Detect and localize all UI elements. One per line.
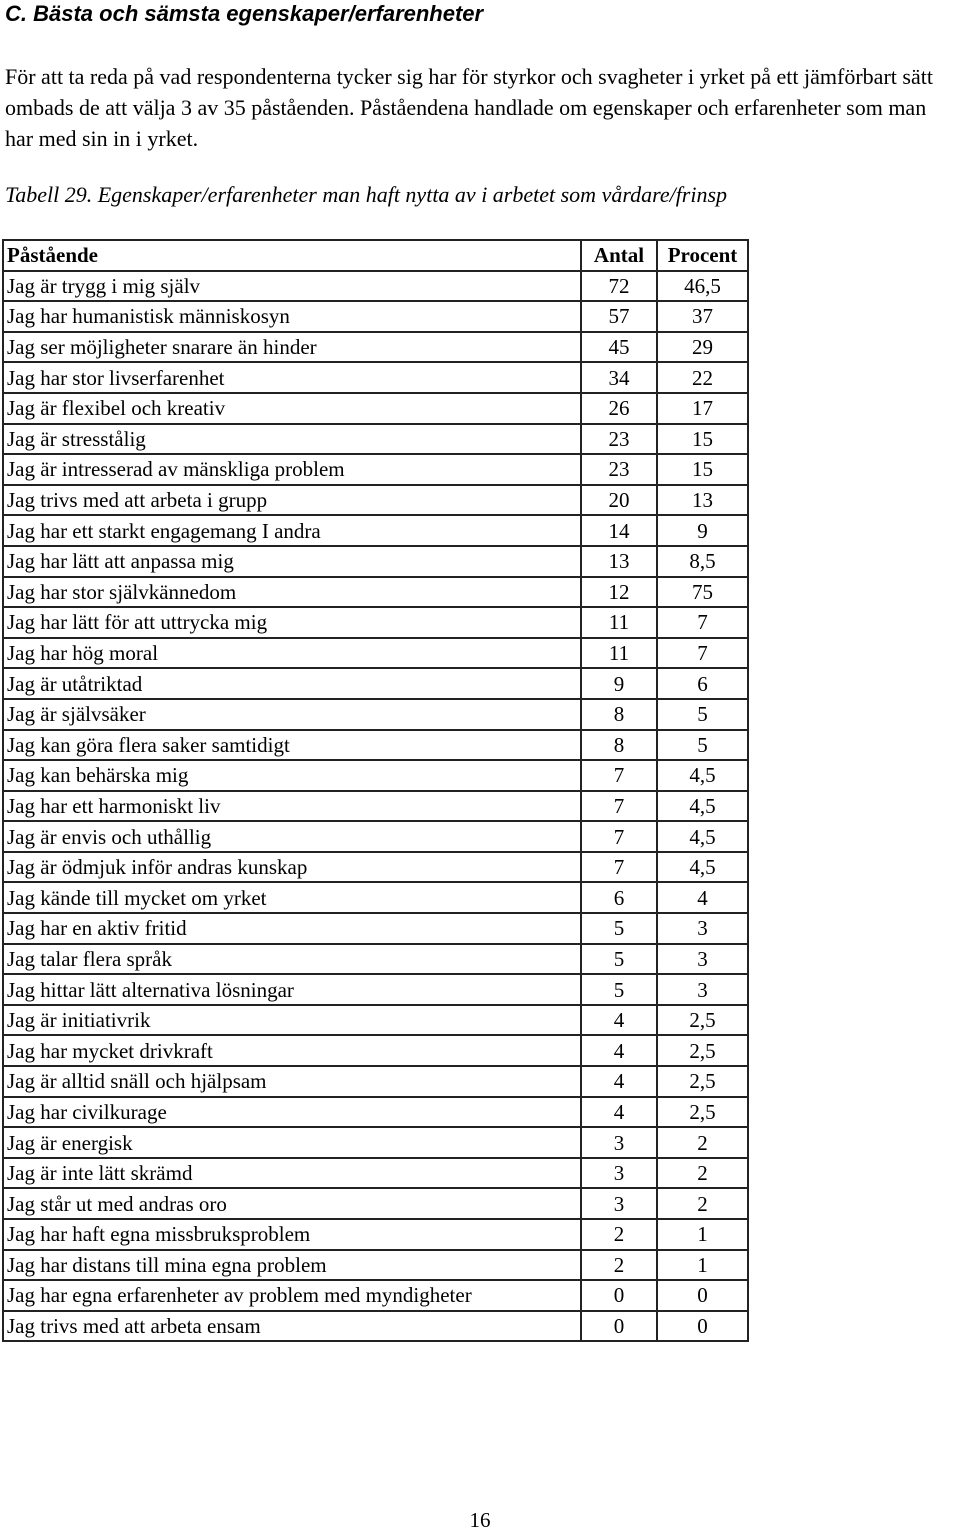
table-row (3, 760, 748, 791)
count-cell: 3 (581, 1188, 657, 1219)
table-row (3, 852, 748, 883)
statements-table (2, 239, 749, 1342)
table-row (3, 1005, 748, 1036)
percent-cell: 0 (657, 1311, 748, 1342)
percent-cell: 1 (657, 1250, 748, 1281)
statement-cell: Jag är stresstålig (3, 424, 581, 455)
table-row (3, 1280, 748, 1311)
table-row (3, 485, 748, 516)
statement-cell: Jag har ett harmoniskt liv (3, 791, 581, 822)
header-count: Antal (581, 240, 657, 271)
table-row (3, 1127, 748, 1158)
percent-cell: 22 (657, 362, 748, 393)
count-cell: 13 (581, 546, 657, 577)
percent-cell: 1 (657, 1219, 748, 1250)
statement-cell: Jag hittar lätt alternativa lösningar (3, 974, 581, 1005)
statement-cell: Jag har egna erfarenheter av problem med myndigheter (3, 1280, 581, 1311)
count-cell: 6 (581, 882, 657, 913)
table-row (3, 1035, 748, 1066)
table-row (3, 393, 748, 424)
statement-cell: Jag är inte lätt skrämd (3, 1158, 581, 1189)
table-row (3, 1311, 748, 1342)
table-row (3, 607, 748, 638)
percent-cell: 5 (657, 730, 748, 761)
count-cell: 26 (581, 393, 657, 424)
percent-cell: 17 (657, 393, 748, 424)
percent-cell: 0 (657, 1280, 748, 1311)
table-row (3, 668, 748, 699)
statement-cell: Jag är flexibel och kreativ (3, 393, 581, 424)
statement-cell: Jag är ödmjuk inför andras kunskap (3, 852, 581, 883)
table-row (3, 546, 748, 577)
count-cell: 4 (581, 1005, 657, 1036)
intro-paragraph (5, 61, 955, 154)
table-row (3, 913, 748, 944)
section-heading: C. Bästa och sämsta egenskaper/erfarenheter (5, 1, 484, 26)
count-cell: 5 (581, 944, 657, 975)
count-cell: 8 (581, 699, 657, 730)
percent-cell: 4 (657, 882, 748, 913)
statement-cell: Jag står ut med andras oro (3, 1188, 581, 1219)
table-row (3, 821, 748, 852)
table-row (3, 515, 748, 546)
statement-cell: Jag har haft egna missbruksproblem (3, 1219, 581, 1250)
count-cell: 7 (581, 760, 657, 791)
count-cell: 5 (581, 913, 657, 944)
header-statement: Påstående (3, 240, 581, 271)
percent-cell: 8,5 (657, 546, 748, 577)
table-row (3, 730, 748, 761)
count-cell: 7 (581, 852, 657, 883)
statement-cell: Jag är trygg i mig själv (3, 271, 581, 302)
percent-cell: 3 (657, 974, 748, 1005)
percent-cell: 2 (657, 1188, 748, 1219)
percent-cell: 2 (657, 1127, 748, 1158)
table-row (3, 944, 748, 975)
count-cell: 14 (581, 515, 657, 546)
table-body (3, 271, 748, 1342)
count-cell: 23 (581, 424, 657, 455)
percent-cell: 29 (657, 332, 748, 363)
statement-cell: Jag är självsäker (3, 699, 581, 730)
count-cell: 9 (581, 668, 657, 699)
statement-cell: Jag kände till mycket om yrket (3, 882, 581, 913)
table-row (3, 974, 748, 1005)
table-row (3, 1097, 748, 1128)
percent-cell: 3 (657, 913, 748, 944)
percent-cell: 7 (657, 638, 748, 669)
percent-cell: 15 (657, 424, 748, 455)
count-cell: 3 (581, 1158, 657, 1189)
count-cell: 4 (581, 1097, 657, 1128)
statement-cell: Jag har stor självkännedom (3, 577, 581, 608)
percent-cell: 13 (657, 485, 748, 516)
percent-cell: 5 (657, 699, 748, 730)
statement-cell: Jag har hög moral (3, 638, 581, 669)
count-cell: 3 (581, 1127, 657, 1158)
table-row (3, 332, 748, 363)
table-row (3, 1158, 748, 1189)
count-cell: 8 (581, 730, 657, 761)
count-cell: 11 (581, 638, 657, 669)
count-cell: 5 (581, 974, 657, 1005)
table-row (3, 882, 748, 913)
statement-cell: Jag har lätt att anpassa mig (3, 546, 581, 577)
table-row (3, 1188, 748, 1219)
statement-cell: Jag har distans till mina egna problem (3, 1250, 581, 1281)
count-cell: 2 (581, 1250, 657, 1281)
statement-cell: Jag ser möjligheter snarare än hinder (3, 332, 581, 363)
percent-cell: 4,5 (657, 791, 748, 822)
table-header-row (3, 240, 748, 271)
table-row (3, 577, 748, 608)
percent-cell: 75 (657, 577, 748, 608)
statement-cell: Jag har en aktiv fritid (3, 913, 581, 944)
count-cell: 0 (581, 1280, 657, 1311)
statement-cell: Jag är initiativrik (3, 1005, 581, 1036)
count-cell: 20 (581, 485, 657, 516)
count-cell: 34 (581, 362, 657, 393)
percent-cell: 3 (657, 944, 748, 975)
percent-cell: 2,5 (657, 1097, 748, 1128)
table-row (3, 271, 748, 302)
table-row (3, 638, 748, 669)
table-row (3, 301, 748, 332)
page-number: 16 (469, 1508, 491, 1532)
percent-cell: 15 (657, 454, 748, 485)
statement-cell: Jag har lätt för att uttrycka mig (3, 607, 581, 638)
percent-cell: 2,5 (657, 1005, 748, 1036)
percent-cell: 7 (657, 607, 748, 638)
table-caption: Tabell 29. Egenskaper/erfarenheter man haft nytta av i arbetet som vårdare/frinsp (5, 182, 728, 207)
table-row (3, 424, 748, 455)
count-cell: 7 (581, 791, 657, 822)
statement-cell: Jag har humanistisk människosyn (3, 301, 581, 332)
intro-text: För att ta reda på vad respondenterna tycker sig har för styrkor och svagheter i yrket på ett jämförbart sätt ombads de att välja 3 av 35 påståenden. Påståendena handlade om egenskaper och erfarenheter som man har med sin in i yrket. (5, 64, 933, 151)
percent-cell: 4,5 (657, 821, 748, 852)
count-cell: 23 (581, 454, 657, 485)
statement-cell: Jag har mycket drivkraft (3, 1035, 581, 1066)
percent-cell: 6 (657, 668, 748, 699)
count-cell: 12 (581, 577, 657, 608)
statement-cell: Jag kan behärska mig (3, 760, 581, 791)
percent-cell: 2,5 (657, 1035, 748, 1066)
count-cell: 2 (581, 1219, 657, 1250)
percent-cell: 2 (657, 1158, 748, 1189)
statement-cell: Jag är energisk (3, 1127, 581, 1158)
count-cell: 45 (581, 332, 657, 363)
percent-cell: 4,5 (657, 760, 748, 791)
statement-cell: Jag har stor livserfarenhet (3, 362, 581, 393)
count-cell: 11 (581, 607, 657, 638)
percent-cell: 46,5 (657, 271, 748, 302)
statement-cell: Jag har civilkurage (3, 1097, 581, 1128)
table-row (3, 454, 748, 485)
statement-cell: Jag talar flera språk (3, 944, 581, 975)
count-cell: 7 (581, 821, 657, 852)
statement-cell: Jag är intresserad av mänskliga problem (3, 454, 581, 485)
table-row (3, 1066, 748, 1097)
table-row (3, 1219, 748, 1250)
percent-cell: 4,5 (657, 852, 748, 883)
percent-cell: 2,5 (657, 1066, 748, 1097)
count-cell: 4 (581, 1035, 657, 1066)
statement-cell: Jag är utåtriktad (3, 668, 581, 699)
count-cell: 0 (581, 1311, 657, 1342)
percent-cell: 37 (657, 301, 748, 332)
count-cell: 4 (581, 1066, 657, 1097)
header-percent: Procent (657, 240, 748, 271)
percent-cell: 9 (657, 515, 748, 546)
count-cell: 57 (581, 301, 657, 332)
statement-cell: Jag är alltid snäll och hjälpsam (3, 1066, 581, 1097)
count-cell: 72 (581, 271, 657, 302)
statement-cell: Jag trivs med att arbeta ensam (3, 1311, 581, 1342)
table-row (3, 699, 748, 730)
table-row (3, 1250, 748, 1281)
statement-cell: Jag är envis och uthållig (3, 821, 581, 852)
statement-cell: Jag kan göra flera saker samtidigt (3, 730, 581, 761)
table-row (3, 791, 748, 822)
table-row (3, 362, 748, 393)
statement-cell: Jag trivs med att arbeta i grupp (3, 485, 581, 516)
statement-cell: Jag har ett starkt engagemang I andra (3, 515, 581, 546)
